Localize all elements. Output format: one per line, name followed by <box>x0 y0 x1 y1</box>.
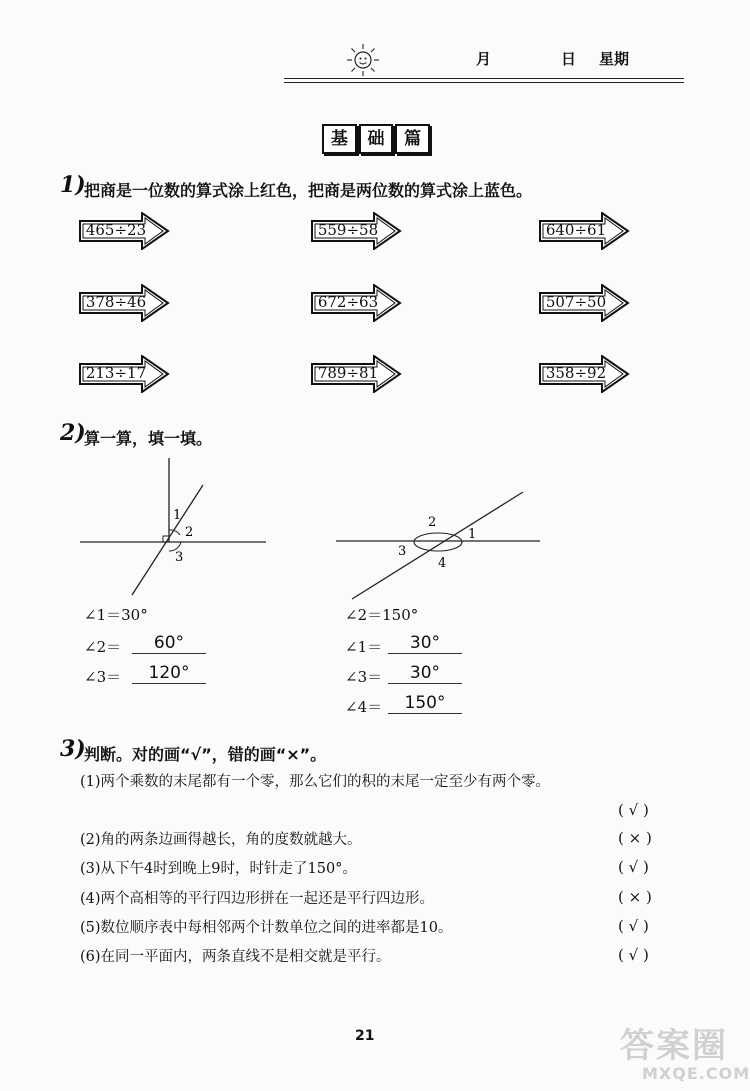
page-number: 21 <box>355 1028 375 1044</box>
right-given-angle: ∠2＝150° <box>345 606 419 624</box>
answer-mark-6: ( √ ) <box>618 946 649 964</box>
expression-arrow[interactable] <box>538 212 630 254</box>
expression-label: 358÷92 <box>545 364 607 382</box>
q1-number: 1) <box>60 172 86 198</box>
fig2-label-2: 2 <box>428 515 437 530</box>
left-given-angle: ∠1＝30° <box>84 606 148 624</box>
answer-mark-3: ( √ ) <box>618 858 649 876</box>
watermark-logo: 答案圈 <box>620 1026 728 1066</box>
expression-label: 213÷17 <box>85 364 147 382</box>
fig1-label-1: 1 <box>173 508 182 523</box>
header-day: 日 <box>561 50 577 68</box>
header-rule-thin <box>284 82 684 83</box>
expression-label: 465÷23 <box>85 221 147 239</box>
q2-text: 算一算，填一填。 <box>84 429 213 448</box>
header-rule <box>284 78 684 79</box>
statement-6: (6)在同一平面内，两条直线不是相交就是平行。 <box>80 949 391 965</box>
statement-5: (5)数位顺序表中每相邻两个计数单位之间的进率都是10。 <box>80 920 453 936</box>
left-angle3-label: ∠3＝ <box>84 668 122 686</box>
right-angle4-answer: 150° <box>388 693 462 714</box>
q3-text: 判断。对的画“√”，错的画“×”。 <box>84 745 327 764</box>
left-angle3-answer: 120° <box>132 663 206 684</box>
fig2-label-1: 1 <box>468 527 477 542</box>
expression-label: 559÷58 <box>317 221 379 239</box>
right-angle3-answer: 30° <box>388 663 462 684</box>
expression-arrow[interactable] <box>538 284 630 326</box>
answer-mark-2: ( × ) <box>618 829 652 847</box>
answer-mark-1: ( √ ) <box>618 801 649 819</box>
expression-label: 507÷50 <box>545 293 607 311</box>
expression-arrow[interactable] <box>538 355 630 397</box>
right-angle1-label: ∠1＝ <box>345 638 383 656</box>
statement-4: (4)两个高相等的平行四边形拼在一起还是平行四边形。 <box>80 891 435 907</box>
left-angle2-answer: 60° <box>132 633 206 654</box>
answer-mark-4: ( × ) <box>618 888 652 906</box>
section-title-char: 础 <box>359 124 394 154</box>
expression-arrow[interactable] <box>310 355 402 397</box>
right-angle3-label: ∠3＝ <box>345 668 383 686</box>
section-title-char: 篇 <box>395 124 430 154</box>
expression-arrow[interactable] <box>310 284 402 326</box>
fig2-label-4: 4 <box>438 556 447 571</box>
fig2-label-3: 3 <box>398 544 407 559</box>
angle-figure-intersecting <box>330 480 550 600</box>
header-weekday: 星期 <box>599 50 630 68</box>
statement-1: (1)两个乘数的末尾都有一个零，那么它们的积的末尾一定至少有两个零。 <box>80 774 551 790</box>
expression-label: 672÷63 <box>317 293 379 311</box>
right-angle1-answer: 30° <box>388 633 462 654</box>
expression-arrow[interactable] <box>78 212 170 254</box>
angle-figure-perpendicular <box>70 445 280 605</box>
section-title-char: 基 <box>322 124 357 154</box>
q3-number: 3) <box>60 736 86 762</box>
statement-3: (3)从下午4时到晚上9时，时针走了150°。 <box>80 861 357 877</box>
expression-label: 378÷46 <box>85 293 147 311</box>
answer-mark-5: ( √ ) <box>618 917 649 935</box>
expression-arrow[interactable] <box>78 284 170 326</box>
section-title <box>322 124 430 154</box>
expression-arrow[interactable] <box>78 355 170 397</box>
q2-number: 2) <box>60 420 86 446</box>
header-month: 月 <box>476 50 492 68</box>
left-angle2-label: ∠2＝ <box>84 638 122 656</box>
expression-label: 640÷61 <box>545 221 607 239</box>
watermark-url: MXQE.COM <box>642 1064 750 1083</box>
fig1-label-3: 3 <box>175 550 184 565</box>
q1-text: 把商是一位数的算式涂上红色，把商是两位数的算式涂上蓝色。 <box>84 181 533 200</box>
expression-label: 789÷81 <box>317 364 379 382</box>
right-angle4-label: ∠4＝ <box>345 698 383 716</box>
statement-2: (2)角的两条边画得越长，角的度数就越大。 <box>80 832 362 848</box>
expression-arrow[interactable] <box>310 212 402 254</box>
fig1-label-2: 2 <box>185 525 194 540</box>
sun-icon <box>345 42 381 78</box>
